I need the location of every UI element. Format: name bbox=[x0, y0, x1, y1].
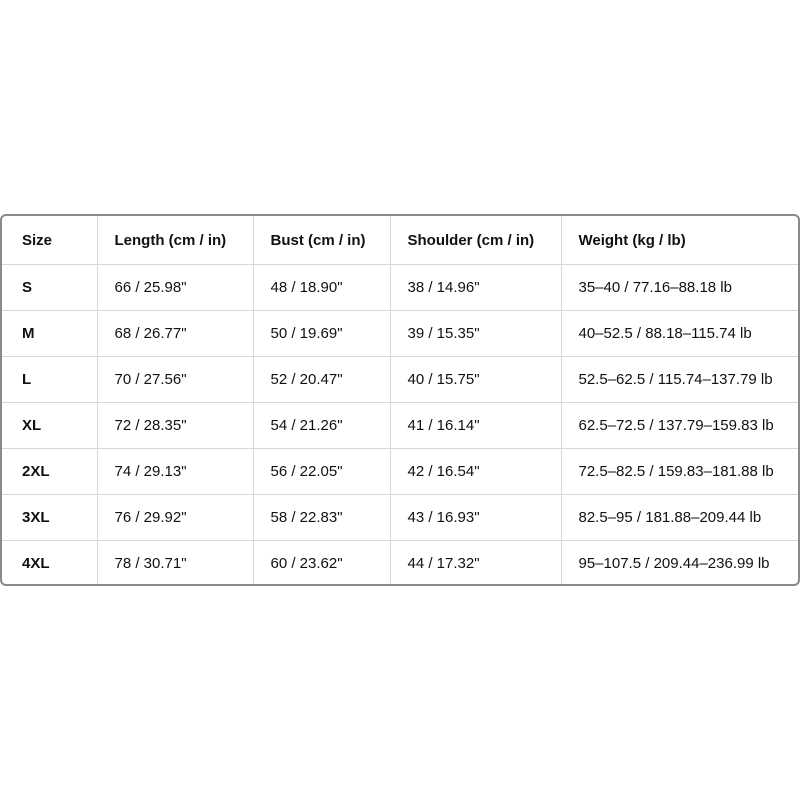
length-cell: 66 / 25.98" bbox=[97, 265, 253, 311]
size-chart-frame bbox=[0, 214, 800, 586]
weight-cell: 82.5–95 / 181.88–209.44 lb bbox=[561, 495, 800, 541]
size-cell: 4XL bbox=[2, 541, 97, 587]
length-cell: 76 / 29.92" bbox=[97, 495, 253, 541]
size-cell: 2XL bbox=[2, 449, 97, 495]
weight-cell: 95–107.5 / 209.44–236.99 lb bbox=[578, 555, 770, 572]
bust-cell: 54 / 21.26" bbox=[253, 403, 390, 449]
shoulder-cell: 39 / 15.35" bbox=[390, 311, 561, 357]
table-row bbox=[2, 541, 800, 587]
bust-cell: 50 / 19.69" bbox=[253, 311, 390, 357]
length-cell: 68 / 26.77" bbox=[97, 311, 253, 357]
size-cell: 3XL bbox=[2, 495, 97, 541]
size-cell: XL bbox=[2, 403, 97, 449]
shoulder-cell: 44 / 17.32" bbox=[390, 541, 561, 587]
size-chart-table bbox=[2, 216, 800, 586]
table-row bbox=[2, 403, 800, 449]
table-row bbox=[2, 495, 800, 541]
weight-cell: 62.5–72.5 / 137.79–159.83 lb bbox=[561, 403, 800, 449]
header-row bbox=[2, 216, 800, 265]
shoulder-cell: 38 / 14.96" bbox=[390, 265, 561, 311]
length-cell: 70 / 27.56" bbox=[97, 357, 253, 403]
header-size: Size bbox=[2, 216, 97, 265]
bust-cell: 48 / 18.90" bbox=[253, 265, 390, 311]
weight-cell: 72.5–82.5 / 159.83–181.88 lb bbox=[561, 449, 800, 495]
size-cell: M bbox=[2, 311, 97, 357]
bust-cell: 60 / 23.62" bbox=[253, 541, 390, 587]
bust-cell: 52 / 20.47" bbox=[253, 357, 390, 403]
length-cell: 74 / 29.13" bbox=[97, 449, 253, 495]
weight-cell: 35–40 / 77.16–88.18 lb bbox=[561, 265, 800, 311]
weight-cell: 40–52.5 / 88.18–115.74 lb bbox=[561, 311, 800, 357]
size-cell: S bbox=[2, 265, 97, 311]
size-cell: L bbox=[2, 357, 97, 403]
header-bust: Bust (cm / in) bbox=[253, 216, 390, 265]
shoulder-cell: 43 / 16.93" bbox=[390, 495, 561, 541]
bust-cell: 56 / 22.05" bbox=[253, 449, 390, 495]
header-length: Length (cm / in) bbox=[97, 216, 253, 265]
table-row bbox=[2, 311, 800, 357]
shoulder-cell: 41 / 16.14" bbox=[390, 403, 561, 449]
shoulder-cell: 42 / 16.54" bbox=[390, 449, 561, 495]
table-row bbox=[2, 357, 800, 403]
bust-cell: 58 / 22.83" bbox=[253, 495, 390, 541]
length-cell: 72 / 28.35" bbox=[97, 403, 253, 449]
table-row bbox=[2, 449, 800, 495]
shoulder-cell: 40 / 15.75" bbox=[390, 357, 561, 403]
header-shoulder: Shoulder (cm / in) bbox=[390, 216, 561, 265]
weight-cell: 52.5–62.5 / 115.74–137.79 lb bbox=[561, 357, 800, 403]
table-row bbox=[2, 265, 800, 311]
length-cell: 78 / 30.71" bbox=[97, 541, 253, 587]
header-weight: Weight (kg / lb) bbox=[561, 216, 800, 265]
